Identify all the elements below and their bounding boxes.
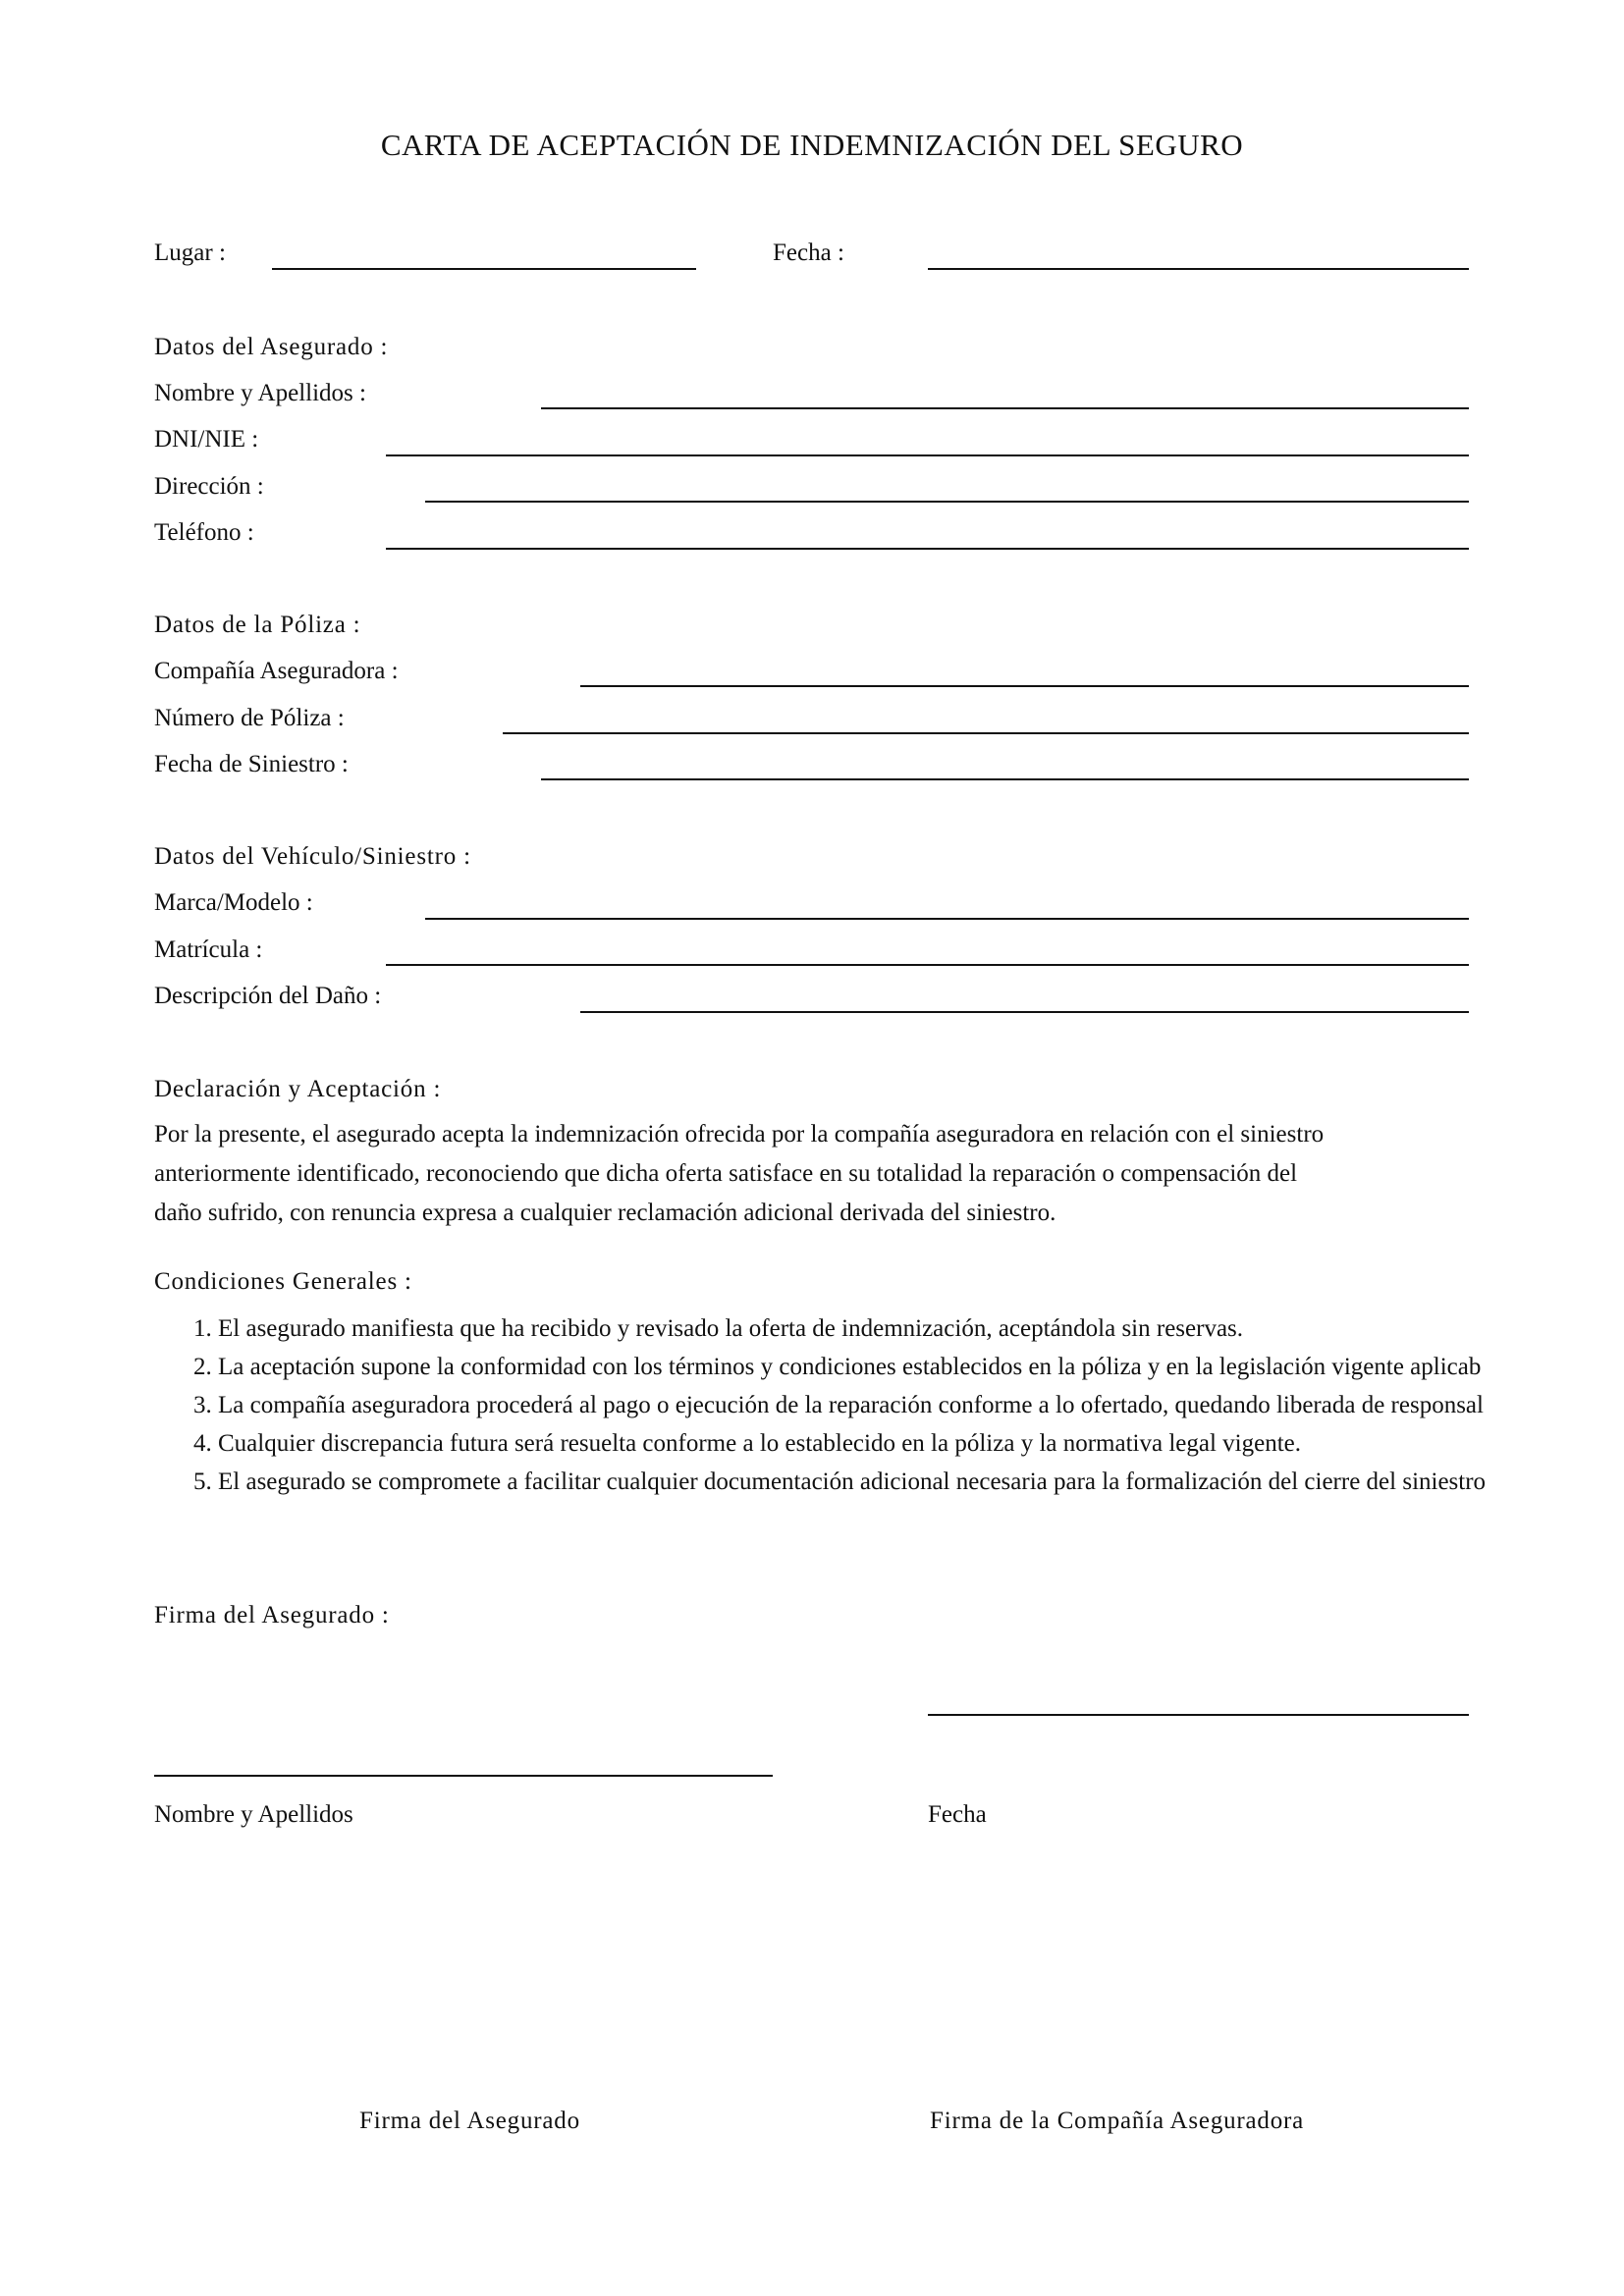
policy-number-field-line[interactable] (503, 732, 1469, 734)
condition-item: 3. La compañía aseguradora procederá al pago o ejecución de la reparación conforme a lo ofertado, quedando liberada de responsal (193, 1392, 1484, 1418)
condition-item: 5. El asegurado se compromete a facilitar cualquier documentación adicional necesaria para la formalización del cierre del siniestro (193, 1468, 1487, 1495)
company-signature-caption: Firma de la Compañía Aseguradora (930, 2108, 1305, 2134)
vehicle-model-field-line[interactable] (425, 918, 1469, 920)
policy-claim-date-field-line[interactable] (541, 778, 1469, 780)
vehicle-plate-label: Matrícula : (154, 936, 263, 963)
insured-address-field-line[interactable] (425, 501, 1469, 503)
condition-item: 1. El asegurado manifiesta que ha recibido y revisado la oferta de indemnización, aceptándola sin reservas. (193, 1315, 1244, 1342)
signature-name-caption: Nombre y Apellidos (154, 1801, 353, 1828)
policy-claim-date-label: Fecha de Siniestro : (154, 751, 349, 777)
insured-signature-caption: Firma del Asegurado (359, 2108, 580, 2134)
date-field-line[interactable] (928, 268, 1469, 270)
condition-item: 4. Cualquier discrepancia futura será resuelta conforme a lo establecido en la póliza y la normativa legal vigente. (193, 1430, 1302, 1457)
vehicle-plate-field-line[interactable] (386, 964, 1469, 966)
insured-name-field-line[interactable] (541, 407, 1469, 409)
declaration-line: anteriormente identificado, reconociendo que dicha oferta satisface en su totalidad la reparación o compensación del (154, 1160, 1298, 1187)
declaration-line: daño sufrido, con renuncia expresa a cualquier reclamación adicional derivada del siniestro. (154, 1200, 1056, 1226)
date-label: Fecha : (773, 240, 844, 266)
insured-id-label: DNI/NIE : (154, 426, 259, 453)
vehicle-damage-field-line[interactable] (580, 1011, 1469, 1013)
insured-name-label: Nombre y Apellidos : (154, 380, 366, 406)
signature-date-line[interactable] (928, 1714, 1469, 1716)
insured-section-heading: Datos del Asegurado : (154, 334, 389, 360)
declaration-line: Por la presente, el asegurado acepta la indemnización ofrecida por la compañía aseguradora en relación con el siniestro (154, 1121, 1325, 1148)
signature-name-line[interactable] (154, 1775, 773, 1777)
insured-phone-field-line[interactable] (386, 548, 1469, 550)
signature-date-caption: Fecha (928, 1801, 987, 1828)
conditions-heading: Condiciones Generales : (154, 1268, 412, 1295)
policy-company-field-line[interactable] (580, 685, 1469, 687)
vehicle-section-heading: Datos del Vehículo/Siniestro : (154, 843, 471, 870)
place-field-line[interactable] (272, 268, 696, 270)
place-label: Lugar : (154, 240, 226, 266)
signature-heading: Firma del Asegurado : (154, 1602, 390, 1629)
insured-phone-label: Teléfono : (154, 519, 254, 546)
vehicle-model-label: Marca/Modelo : (154, 889, 313, 916)
policy-number-label: Número de Póliza : (154, 705, 345, 731)
policy-section-heading: Datos de la Póliza : (154, 612, 361, 638)
document-title: CARTA DE ACEPTACIÓN DE INDEMNIZACIÓN DEL SEGURO (380, 128, 1244, 162)
insured-address-label: Dirección : (154, 473, 264, 500)
condition-item: 2. La aceptación supone la conformidad con los términos y condiciones establecidos en la póliza y en la legislación vigente aplicab (193, 1354, 1482, 1380)
vehicle-damage-label: Descripción del Daño : (154, 983, 382, 1009)
declaration-heading: Declaración y Aceptación : (154, 1076, 442, 1102)
insured-id-field-line[interactable] (386, 454, 1469, 456)
policy-company-label: Compañía Aseguradora : (154, 658, 399, 684)
